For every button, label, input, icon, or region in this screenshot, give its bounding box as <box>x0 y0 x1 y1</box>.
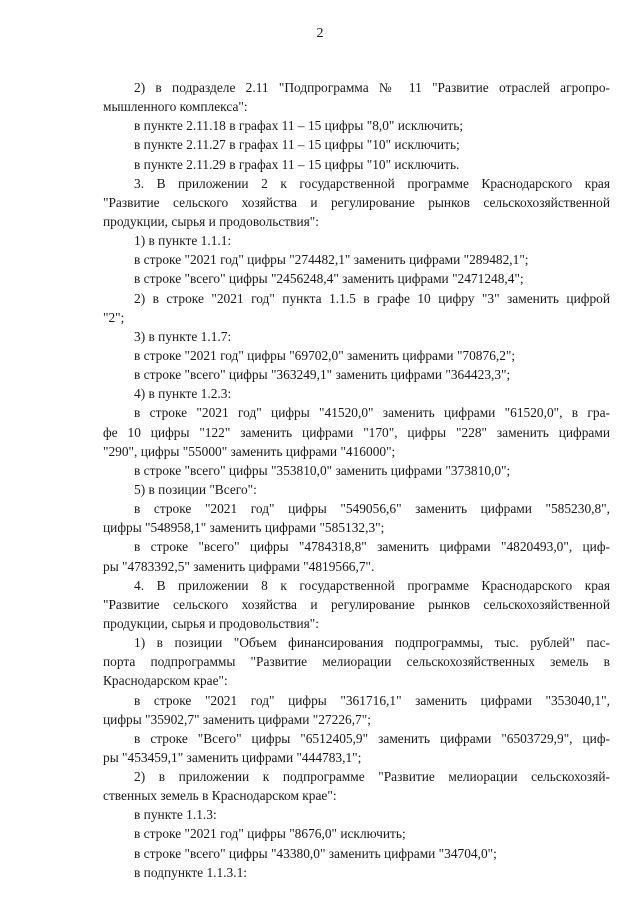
text-line: в строке "2021 год" цифры "8676,0" исключить; <box>134 826 406 842</box>
text-line: в строке "всего" цифры "363249,1" заменить цифрами "364423,3"; <box>134 367 511 383</box>
text-line: мышленного комплекса": <box>103 99 248 115</box>
text-line: "2"; <box>103 309 125 325</box>
text-line: ственных земель в Краснодарском крае": <box>103 788 337 804</box>
text-line: в строке "2021 год" цифры "69702,0" заменить цифрами "70876,2"; <box>134 347 516 363</box>
text-line: в пункте 2.11.29 в графах 11 – 15 цифры "10" исключить. <box>134 156 460 172</box>
text-line: "Развитие сельского хозяйства и регулирование рынков сельскохозяйственной <box>103 194 610 210</box>
text-line: в пункте 2.11.18 в графах 11 – 15 цифры "8,0" исключить; <box>134 118 464 134</box>
text-line: в строке "всего" цифры "353810,0" заменить цифрами "373810,0"; <box>134 462 511 478</box>
text-line: в строке "Всего" цифры "6512405,9" заменить цифрами "6503729,9", циф- <box>134 730 610 746</box>
document-body <box>103 78 610 882</box>
text-line: в строке "2021 год" цифры "41520,0" заменить цифрами "61520,0", в гра- <box>134 405 610 421</box>
page-number: 2 <box>316 26 324 41</box>
text-line: 4) в пункте 1.2.3: <box>134 386 232 402</box>
text-line: продукции, сырья и продовольствия": <box>103 213 319 229</box>
text-line: фе 10 цифры "122" заменить цифрами "170", цифры "228" заменить цифрами <box>103 424 610 440</box>
text-line: 5) в позиции "Всего": <box>134 481 257 497</box>
text-line: в строке "всего" цифры "2456248,4" заменить цифрами "2471248,4"; <box>134 271 524 287</box>
text-line: в подпункте 1.1.3.1: <box>134 864 248 880</box>
text-line: в пункте 2.11.27 в графах 11 – 15 цифры "10" исключить; <box>134 137 460 153</box>
text-line: в пункте 1.1.3: <box>134 807 217 823</box>
text-line: 1) в позиции "Объем финансирования подпрограммы, тыс. рублей" пас- <box>134 635 610 651</box>
text-line: 4. В приложении 8 к государственной программе Краснодарского края <box>134 577 610 593</box>
text-line: в строке "2021 год" цифры "361716,1" заменить цифрами "353040,1", <box>134 692 610 708</box>
text-line: "Развитие сельского хозяйства и регулирование рынков сельскохозяйственной <box>103 596 610 612</box>
text-line: 1) в пункте 1.1.1: <box>134 233 232 249</box>
text-line: 2) в приложении к подпрограмме "Развитие мелиорации сельскохозяй- <box>134 769 610 785</box>
text-line: 3. В приложении 2 к государственной программе Краснодарского края <box>134 175 610 191</box>
text-line: в строке "всего" цифры "4784318,8" заменить цифрами "4820493,0", циф- <box>134 539 610 555</box>
text-line: ры "4783392,5" заменить цифрами "4819566,7". <box>103 558 375 574</box>
text-line: цифры "548958,1" заменить цифрами "585132,3"; <box>103 520 385 536</box>
text-line: порта подпрограммы "Развитие мелиорации сельскохозяйственных земель в <box>103 654 610 670</box>
text-line: Краснодарском крае": <box>103 673 228 689</box>
text-line: в строке "2021 год" цифры "549056,6" заменить цифрами "585230,8", <box>134 501 610 517</box>
text-line: "290", цифры "55000" заменить цифрами "416000"; <box>103 443 396 459</box>
text-line: в строке "всего" цифры "43380,0" заменить цифрами "34704,0"; <box>134 845 497 861</box>
text-line: продукции, сырья и продовольствия": <box>103 615 319 631</box>
text-line: 2) в подразделе 2.11 "Подпрограмма № 11 "Развитие отраслей агропро- <box>134 80 610 95</box>
text-line: в строке "2021 год" цифры "274482,1" заменить цифрами "289482,1"; <box>134 252 529 268</box>
text-line: ры "453459,1" заменить цифрами "444783,1"; <box>103 749 362 765</box>
text-line: цифры "35902,7" заменить цифрами "27226,7"; <box>103 711 371 727</box>
text-line: 3) в пункте 1.1.7: <box>134 328 232 344</box>
text-line: 2) в строке "2021 год" пункта 1.1.5 в графе 10 цифру "3" заменить цифрой <box>134 290 610 306</box>
